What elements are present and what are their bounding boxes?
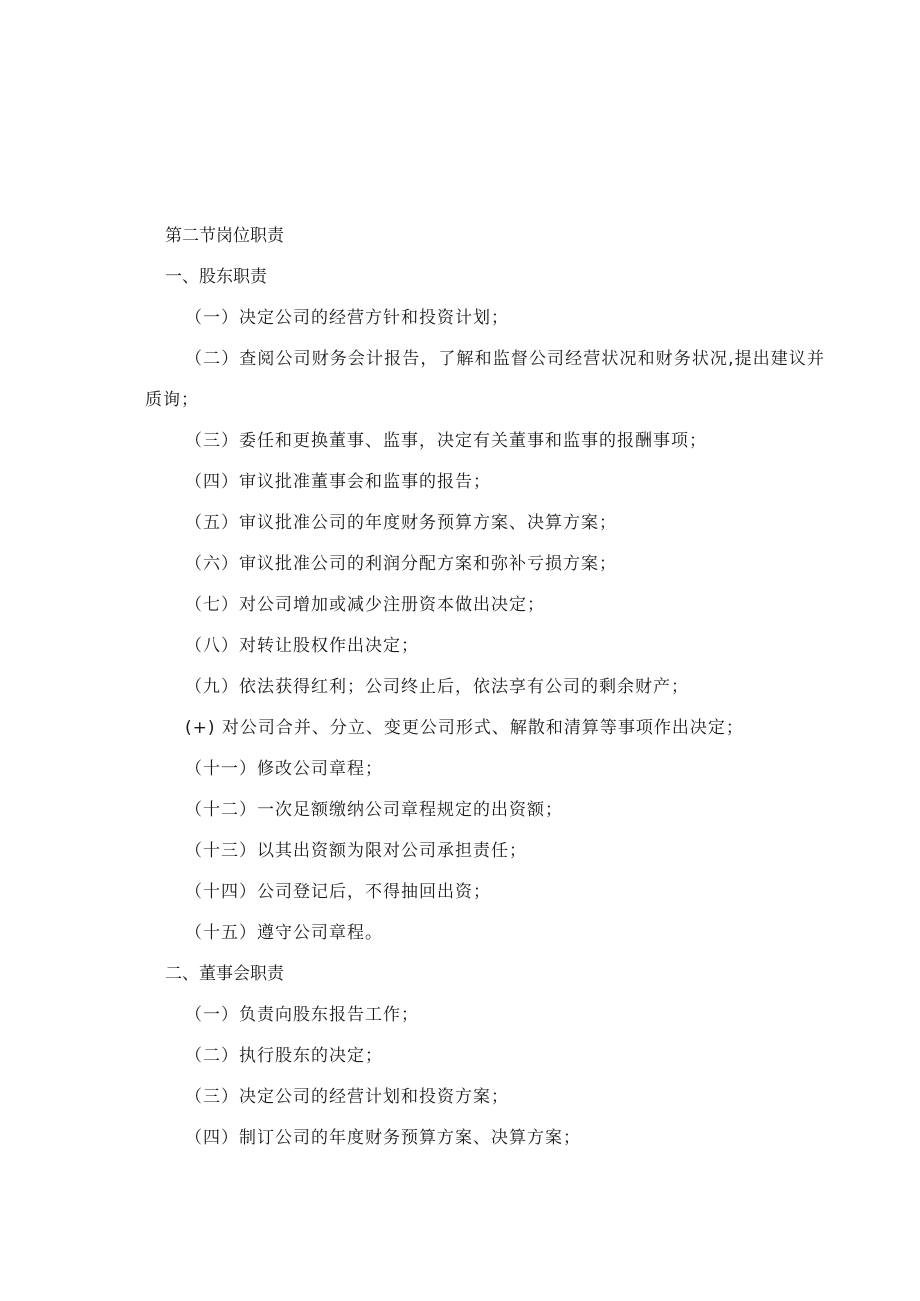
part1-item: （十五）遵守公司章程。 [185, 923, 383, 943]
part2-heading: 二、董事会职责 [165, 964, 284, 984]
part1-item: （一）决定公司的经营方针和投资计划； [185, 308, 509, 328]
part2-item: （一）负责向股东报告工作； [185, 1005, 419, 1025]
part1-item: （十四）公司登记后，不得抽回出资； [185, 882, 491, 902]
part1-item: （十一）修改公司章程； [185, 759, 383, 779]
part1-item: （七）对公司增加或减少注册资本做出决定； [185, 595, 545, 615]
part2-item: （四）制订公司的年度财务预算方案、决算方案； [185, 1128, 581, 1148]
part1-item: (+) 对公司合并、分立、变更公司形式、解散和清算等事项作出决定； [185, 718, 744, 738]
part1-item: （八）对转让股权作出决定； [185, 636, 419, 656]
part1-item: （二）查阅公司财务会计报告，了解和监督公司经营状况和财务状况,提出建议并质询； [145, 349, 825, 410]
part1-item: （五）审议批准公司的年度财务预算方案、决算方案； [185, 513, 617, 533]
part1-item: （十二）一次足额缴纳公司章程规定的出资额； [185, 800, 563, 820]
part1-item: （九）依法获得红利；公司终止后，依法享有公司的剩余财产； [185, 677, 689, 697]
part1-item: （四）审议批准董事会和监事的报告； [185, 472, 491, 492]
part1-item: （六）审议批准公司的利润分配方案和弥补亏损方案； [185, 554, 617, 574]
part1-heading: 一、股东职责 [165, 267, 267, 287]
part1-item: （十三）以其出资额为限对公司承担责任； [185, 841, 527, 861]
part2-item: （二）执行股东的决定； [185, 1046, 383, 1066]
section-title: 第二节岗位职责 [165, 226, 284, 246]
part2-item: （三）决定公司的经营计划和投资方案； [185, 1087, 509, 1107]
document-body [145, 216, 825, 1159]
part1-item: （三）委任和更换董事、监事，决定有关董事和监事的报酬事项； [185, 431, 707, 451]
